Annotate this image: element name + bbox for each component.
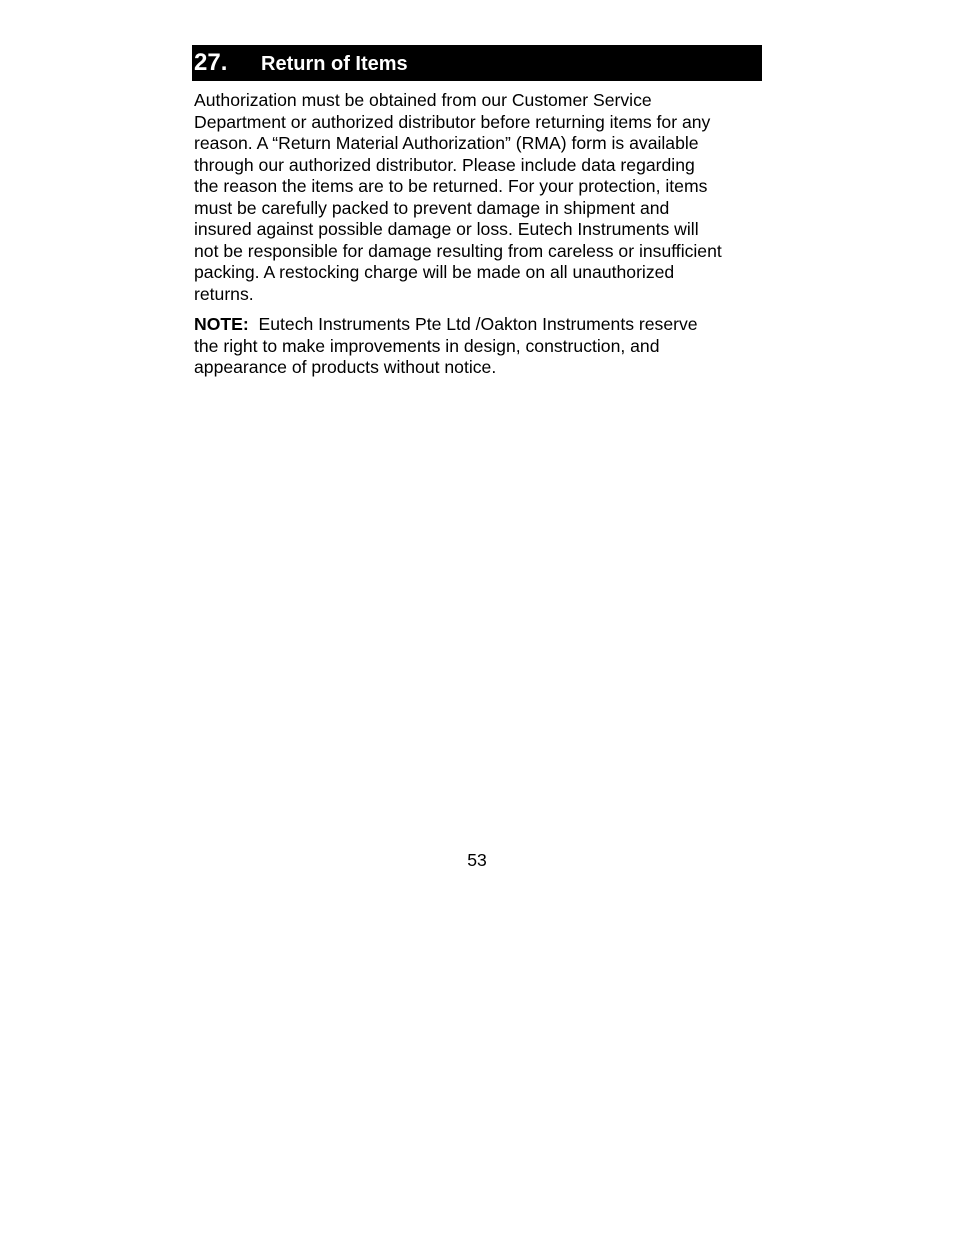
paragraph-line: Authorization must be obtained from our Customer Service [194, 90, 652, 110]
note-line: Eutech Instruments Pte Ltd /Oakton Instruments reserve [248, 314, 698, 334]
paragraph-line: insured against possible damage or loss. Eutech Instruments will [194, 219, 699, 239]
page-number: 53 [467, 850, 487, 870]
note-line: appearance of products without notice. [194, 357, 497, 377]
paragraph-line: Department or authorized distributor before returning items for any [194, 111, 711, 132]
note-line: the right to make improvements in design, construction, and [194, 335, 660, 356]
section-number: 27. [194, 49, 228, 76]
paragraph-line: must be carefully packed to prevent damage in shipment and [194, 197, 670, 218]
paragraph-line: packing. A restocking charge will be made on all unauthorized [194, 262, 675, 282]
paragraph-line: not be responsible for damage resulting from careless or insufficient [194, 240, 722, 261]
section-header [192, 45, 762, 81]
paragraph-line: the reason the items are to be returned. For your protection, items [194, 176, 708, 196]
paragraph-line: reason. A “Return Material Authorization” (RMA) form is available [194, 133, 699, 153]
paragraph-line: returns. [194, 283, 254, 304]
return-policy-paragraph [194, 90, 764, 305]
section-title: Return of Items [261, 53, 408, 75]
paragraph-line: through our authorized distributor. Please include data regarding [194, 154, 695, 175]
note-label: NOTE: [194, 314, 249, 334]
note-paragraph [194, 314, 764, 379]
